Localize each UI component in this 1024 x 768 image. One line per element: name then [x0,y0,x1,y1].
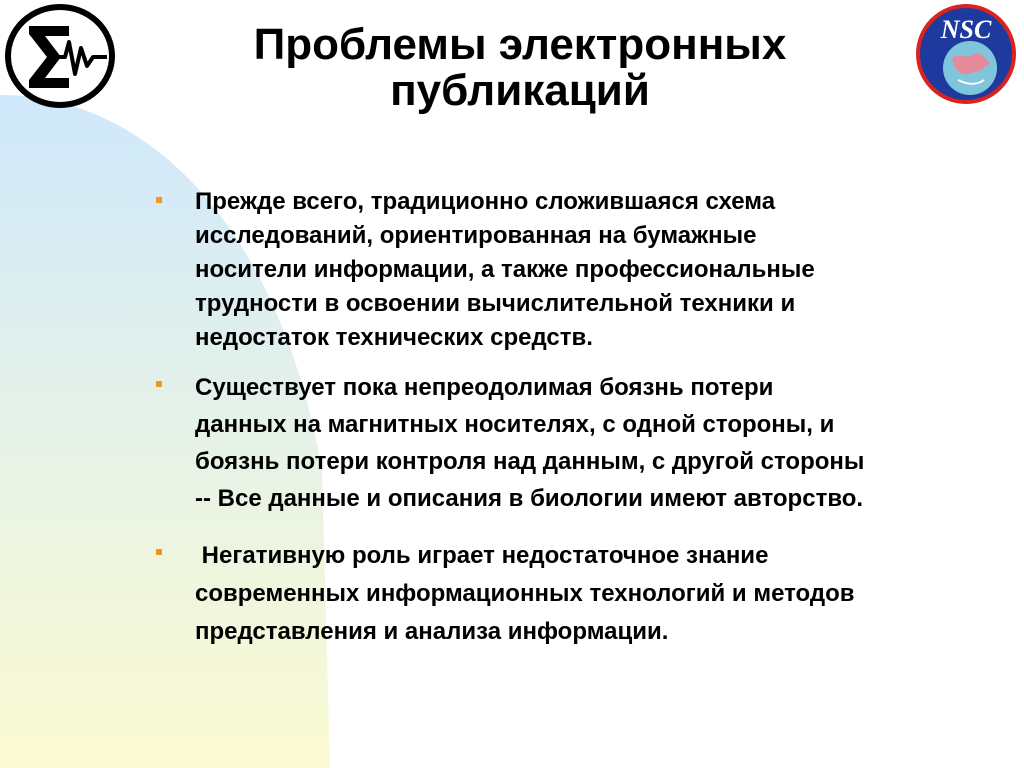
bullet-1-line-1: Прежде всего, традиционно сложившаяся схема [195,188,776,215]
bullet-2-line-4: -- Все данные и описания в биологии имеют авторство. [195,485,864,512]
title-line-2: публикаций [390,66,650,115]
bullet-2-line-2: данных на магнитных носителях, с одной стороны, и [195,411,835,438]
bullet-item-1 [150,185,1010,355]
bullet-item-3 [150,537,1010,651]
bullet-1-line-4: трудности в освоении вычислительной техники и [195,290,796,317]
nsc-globe-logo [914,2,1024,106]
bullet-3-line-3: представления и анализа информации. [195,618,669,645]
bullet-marker [156,197,162,203]
bullet-2-line-1: Существует пока непреодолимая боязнь потери [195,374,774,401]
bullet-1-line-2: исследований, ориентированная на бумажные [195,222,757,249]
nsc-logo-text: NSC [940,15,992,44]
title-line-1: Проблемы электронных [253,20,787,69]
bullet-item-2 [150,369,1010,517]
bullet-3-line-1: Негативную роль играет недостаточное знание [195,542,769,569]
bullet-marker [156,381,162,387]
sigma-waveform-logo [3,2,117,110]
bullet-3-line-2: современных информационных технологий и методов [195,580,855,607]
slide-title [170,22,870,114]
bullet-1-line-3: носители информации, а также профессиональные [195,256,815,283]
bullet-1-line-5: недостаток технических средств. [195,324,593,351]
bullet-2-line-3: боязнь потери контроля над данным, с другой стороны [195,448,865,475]
bullet-marker [156,549,162,555]
bullet-list [150,185,1010,651]
